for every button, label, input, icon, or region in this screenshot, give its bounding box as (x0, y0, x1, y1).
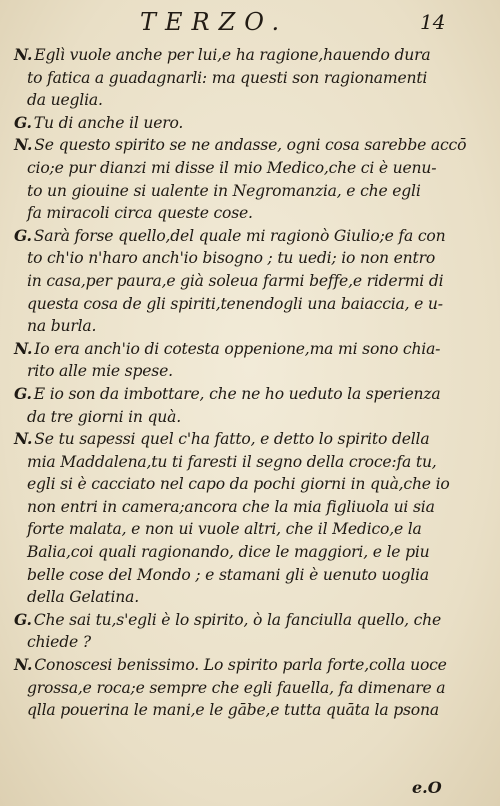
line-text: na burla. (27, 317, 97, 336)
text-line (14, 677, 450, 700)
text-line (14, 67, 450, 90)
line-text: della Gelatina. (27, 588, 139, 607)
text-line (14, 473, 450, 496)
line-text: Io era anch'io di cotesta oppenione,ma mi sono chia- (34, 339, 441, 358)
line-text: fa miracoli circa queste cose. (27, 204, 253, 223)
speech-4 (14, 225, 450, 338)
catchword: e.O (412, 778, 442, 797)
line-text: Che sai tu,s'egli è lo spirito, ò la fanciulla quello, che (33, 610, 442, 629)
text-line (14, 157, 450, 180)
line-text: Sarà forse quello,del quale mi ragionò Giulio;e fa con (33, 226, 446, 245)
line-text: questa cosa de gli spiriti,tenendogli una baiaccia, e u- (27, 294, 443, 313)
line-text: to ch'io n'haro anch'io bisogno ; tu uedi; io non entro (27, 249, 436, 268)
line-text: forte malata, e non ui vuole altri, che il Medico,e la (27, 520, 422, 539)
line-text: cio;e pur dianzi mi disse il mio Medico,che ci è uenu- (27, 158, 437, 177)
line-text: in casa,per paura,e già soleua farmi beffe,e ridermi di (27, 271, 444, 290)
text-line (14, 564, 450, 587)
speaker-label: G. (14, 609, 32, 629)
speaker-label: N. (14, 338, 33, 358)
line-text: to un giouine si ualente in Negromanzia, e che egli (27, 181, 421, 200)
line-text: Eglì vuole anche per lui,e ha ragione,hauendo dura (34, 46, 431, 64)
speaker-label: G. (14, 112, 32, 132)
speaker-label: G. (14, 225, 32, 245)
text-line (14, 586, 450, 609)
text-line (14, 134, 467, 157)
text-line (14, 89, 450, 112)
line-text: da ueglia. (27, 91, 103, 110)
text-line (14, 518, 450, 541)
text-line (14, 541, 450, 564)
speech-5 (14, 338, 450, 383)
running-head: TERZO. (140, 8, 289, 36)
speech-1 (14, 44, 450, 112)
text-line (14, 112, 450, 135)
text-line (14, 180, 450, 203)
line-text: non entri in camera;ancora che la mia figliuola ui sia (27, 497, 435, 516)
speech-3 (14, 134, 467, 224)
line-text: Se tu sapessi quel c'ha fatto, e detto lo spirito della (34, 430, 430, 449)
text-line (14, 654, 450, 677)
line-text: egli si è cacciato nel capo da pochi giorni in quà,che io (27, 475, 450, 494)
body-text (14, 44, 467, 722)
text-line (14, 225, 450, 248)
line-text: qlla pouerina le mani,e le gābe,e tutta quāta la psona (27, 701, 439, 720)
speaker-label: N. (14, 45, 33, 64)
line-text: belle cose del Mondo ; e stamani gli è uenuto uoglia (27, 565, 429, 584)
line-text: da tre giorni in quà. (27, 407, 182, 426)
line-text: Balia,coi quali ragionando, dice le maggiori, e le piu (27, 543, 430, 562)
line-text: grossa,e roca;e sempre che egli fauella, fa dimenare a (27, 678, 446, 697)
line-text: Conoscesi benissimo. Lo spirito parla forte,colla uoce (34, 656, 447, 675)
speech-8 (14, 609, 450, 654)
text-line (14, 406, 450, 429)
line-text: to fatica a guadagnarli: ma questi son ragionamenti (27, 68, 428, 87)
text-line (14, 383, 450, 406)
speech-6 (14, 383, 450, 428)
line-text: Tu di anche il uero. (33, 113, 184, 132)
text-line (14, 496, 450, 519)
text-line (14, 699, 450, 722)
page-header (0, 8, 500, 38)
speech-9 (14, 654, 450, 722)
speaker-label: N. (14, 429, 33, 449)
speaker-label: N. (14, 135, 33, 155)
text-line (14, 631, 450, 654)
line-text: rito alle mie spese. (27, 362, 173, 381)
text-line (14, 609, 450, 632)
speech-2 (14, 112, 450, 135)
text-line (14, 428, 450, 451)
line-text: mia Maddalena,tu ti faresti il segno della croce:fa tu, (27, 452, 437, 471)
text-line (14, 247, 450, 270)
line-text: Se questo spirito se ne andasse, ogni cosa sarebbe accō (34, 136, 467, 155)
text-line (14, 202, 450, 225)
text-line (14, 270, 450, 293)
text-line (14, 360, 450, 383)
speaker-label: N. (14, 655, 33, 675)
page-number: 14 (420, 10, 446, 34)
text-line (14, 451, 450, 474)
text-line (14, 293, 450, 316)
text-line (14, 338, 450, 361)
speech-7 (14, 428, 450, 609)
speaker-label: G. (14, 383, 32, 403)
line-text: chiede ? (27, 633, 91, 652)
text-line (14, 315, 450, 338)
text-line (14, 44, 450, 67)
line-text: E io son da imbottare, che ne ho ueduto la sperienza (33, 384, 441, 403)
